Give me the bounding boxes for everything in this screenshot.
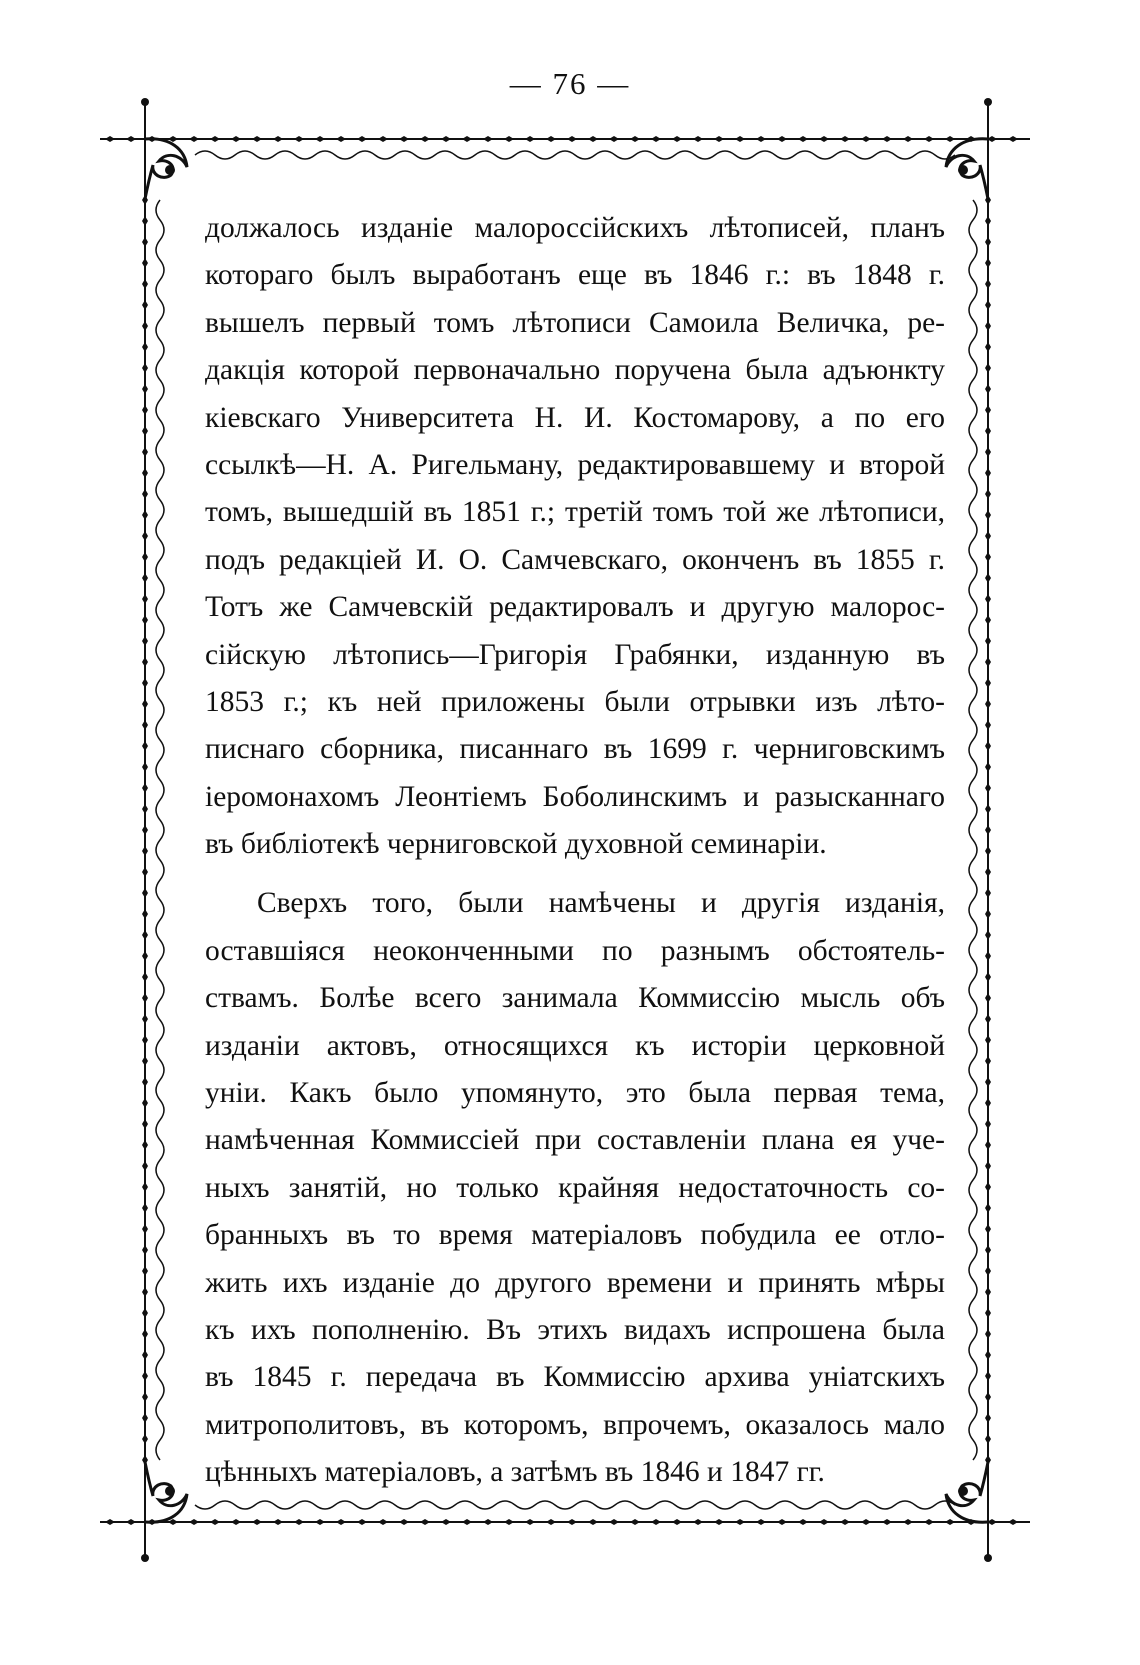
text-line: въ библіотекѣ черниговской духовной семинаріи. — [205, 828, 827, 861]
text-line: жить ихъ изданіе до другого времени и принять мѣры — [205, 1266, 945, 1299]
corner-ornament-top-right — [946, 139, 988, 199]
border-left-line — [145, 139, 164, 1522]
text-line: намѣченная Коммиссіей при составленіи плана ея уче- — [205, 1124, 945, 1157]
text-line: сійскую лѣтопись—Григорія Грабянки, изданную въ — [205, 638, 945, 671]
text-line: вышелъ первый томъ лѣтописи Самоила Величка, ре- — [205, 306, 945, 339]
text-line: котораго былъ выработанъ еще въ 1846 г.: въ 1848 г. — [205, 259, 945, 292]
text-line: должалось изданіе малороссійскихъ лѣтописей, планъ — [205, 212, 945, 244]
text-line: Тотъ же Самчевскій редактировалъ и другую малорос- — [205, 591, 945, 624]
text-line: Сверхъ того, были намѣчены и другія изданія, — [257, 887, 945, 920]
page-number: — 76 — — [509, 66, 631, 101]
text-line: подъ редакціей И. О. Самчевскаго, оконченъ въ 1855 г. — [205, 543, 945, 576]
body-text — [205, 205, 945, 1497]
text-line: ссылкѣ—Н. А. Ригельману, редактировавшему и второй — [205, 448, 945, 481]
text-line: ныхъ занятій, но только крайняя недостаточность со- — [205, 1171, 945, 1204]
text-line: къ ихъ пополненію. Въ этихъ видахъ испрошена была — [205, 1313, 945, 1346]
border-right-line — [969, 139, 988, 1522]
text-line: цѣнныхъ матеріаловъ, а затѣмъ въ 1846 и 1847 гг. — [205, 1456, 825, 1489]
text-line: въ 1845 г. передача въ Коммиссію архива уніатскихъ — [205, 1361, 945, 1394]
text-line: ствамъ. Болѣе всего занимала Коммиссію мысль объ — [205, 982, 945, 1015]
text-line: писнаго сборника, писаннаго въ 1699 г. черниговскимъ — [205, 733, 945, 766]
corner-ornament-top-left — [145, 139, 187, 199]
text-line: 1853 г.; къ ней приложены были отрывки изъ лѣто- — [205, 685, 945, 718]
corner-ornament-bottom-right — [946, 1462, 988, 1522]
text-line: томъ, вышедшій въ 1851 г.; третій томъ той же лѣтописи, — [205, 496, 945, 529]
text-line: митрополитовъ, въ которомъ, впрочемъ, оказалось мало — [205, 1408, 945, 1441]
text-line: іеромонахомъ Леонтіемъ Боболинскимъ и разысканнаго — [205, 780, 945, 813]
border-top-line — [100, 98, 1030, 159]
text-line: изданіи актовъ, относящихся къ исторіи церковной — [205, 1029, 945, 1062]
corner-ornament-bottom-left — [145, 1462, 187, 1522]
text-line: кіевскаго Университета Н. И. Костомарову, а по его — [205, 401, 945, 434]
border-bottom-line — [100, 1501, 1030, 1562]
text-line: уніи. Какъ было упомянуто, это была первая тема, — [205, 1077, 945, 1110]
text-line: дакція которой первоначально поручена была адъюнкту — [205, 354, 945, 387]
text-line: оставшіяся неоконченными по разнымъ обстоятель- — [205, 934, 945, 967]
text-line: бранныхъ въ то время матеріаловъ побудила ее отло- — [205, 1219, 945, 1252]
